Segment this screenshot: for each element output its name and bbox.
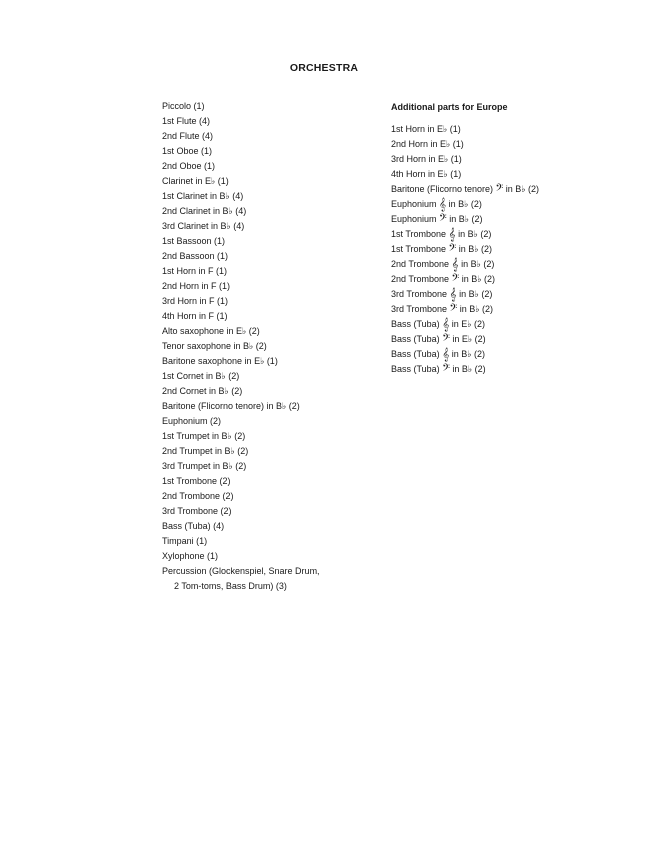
europe-part-item xyxy=(391,137,591,152)
part-item: Piccolo (1) xyxy=(162,101,205,111)
europe-part-suffix: in B♭ (2) xyxy=(458,259,495,269)
treble-clef-icon: 𝄞 xyxy=(442,317,450,331)
bass-clef-icon: 𝄢 xyxy=(442,332,450,346)
europe-part-name: Bass (Tuba) xyxy=(391,349,443,359)
percussion-line-1: Percussion (Glockenspiel, Snare Drum, xyxy=(162,566,320,576)
europe-part-name: 3rd Trombone xyxy=(391,304,450,314)
percussion-part xyxy=(162,564,362,594)
europe-part-suffix: in B♭ (2) xyxy=(459,274,496,284)
europe-part-item xyxy=(391,332,591,347)
bass-clef-icon: 𝄢 xyxy=(495,182,504,196)
percussion-line-2: 2 Tom-toms, Bass Drum) (3) xyxy=(174,581,287,591)
part-item: 2nd Oboe (1) xyxy=(162,161,216,171)
part-item: Tenor saxophone in B♭ (2) xyxy=(162,341,267,351)
europe-part-name: 3rd Horn in E♭ (1) xyxy=(391,154,462,164)
europe-part-suffix: in B♭ (2) xyxy=(503,184,540,194)
europe-part-name: 2nd Trombone xyxy=(391,274,452,284)
europe-part-name: Bass (Tuba) xyxy=(391,319,443,329)
europe-part-name: 2nd Horn in E♭ (1) xyxy=(391,139,464,149)
part-item: 2nd Bassoon (1) xyxy=(162,251,229,261)
part-item: 2nd Clarinet in B♭ (4) xyxy=(162,206,247,216)
europe-part-item xyxy=(391,227,591,242)
europe-parts-list xyxy=(391,100,591,377)
part-item: Euphonium (2) xyxy=(162,416,222,426)
europe-part-item xyxy=(391,272,591,287)
europe-part-name: 4th Horn in E♭ (1) xyxy=(391,169,462,179)
europe-part-suffix: in B♭ (2) xyxy=(456,289,493,299)
bass-clef-icon: 𝄢 xyxy=(439,212,447,226)
part-item: 1st Cornet in B♭ (2) xyxy=(162,371,240,381)
europe-part-name: 1st Trombone xyxy=(391,229,449,239)
europe-part-name: Euphonium xyxy=(391,199,440,209)
europe-part-item xyxy=(391,362,591,377)
europe-heading: Additional parts for Europe xyxy=(391,102,508,112)
treble-clef-icon: 𝄞 xyxy=(449,287,457,301)
europe-part-name: 3rd Trombone xyxy=(391,289,450,299)
europe-part-item xyxy=(391,317,591,332)
part-item: Alto saxophone in E♭ (2) xyxy=(162,326,260,336)
europe-part-item xyxy=(391,347,591,362)
europe-part-suffix: in B♭ (2) xyxy=(449,349,486,359)
part-item: 2nd Cornet in B♭ (2) xyxy=(162,386,243,396)
part-item: 1st Flute (4) xyxy=(162,116,211,126)
part-item: 1st Bassoon (1) xyxy=(162,236,226,246)
bass-clef-icon: 𝄢 xyxy=(449,302,458,316)
part-item: 1st Trumpet in B♭ (2) xyxy=(162,431,246,441)
page-title: ORCHESTRA xyxy=(289,62,359,74)
europe-part-name: Baritone (Flicorno tenore) xyxy=(391,184,496,194)
europe-parts-container xyxy=(391,122,591,377)
europe-part-item xyxy=(391,182,591,197)
europe-part-name: 2nd Trombone xyxy=(391,259,452,269)
part-item: Baritone saxophone in E♭ (1) xyxy=(162,356,278,366)
part-item: 1st Horn in F (1) xyxy=(162,266,228,276)
part-item: 4th Horn in F (1) xyxy=(162,311,228,321)
orchestra-parts-list xyxy=(162,99,362,594)
part-item: Baritone (Flicorno tenore) in B♭ (2) xyxy=(162,401,300,411)
europe-part-suffix: in B♭ (2) xyxy=(455,229,492,239)
part-item: 3rd Horn in F (1) xyxy=(162,296,229,306)
europe-part-item xyxy=(391,302,591,317)
europe-part-suffix: in E♭ (2) xyxy=(449,319,486,329)
europe-part-suffix: in E♭ (2) xyxy=(449,334,486,344)
europe-part-suffix: in B♭ (2) xyxy=(449,364,486,374)
part-item: Xylophone (1) xyxy=(162,551,219,561)
europe-part-suffix: in B♭ (2) xyxy=(446,199,482,209)
europe-part-suffix: in B♭ (2) xyxy=(456,244,493,254)
treble-clef-icon: 𝄞 xyxy=(451,257,459,271)
europe-part-name: Bass (Tuba) xyxy=(391,334,443,344)
treble-clef-icon: 𝄞 xyxy=(448,227,456,241)
part-item: 2nd Trombone (2) xyxy=(162,491,234,501)
europe-part-suffix: in B♭ (2) xyxy=(446,214,483,224)
europe-part-name: 1st Trombone xyxy=(391,244,449,254)
part-item: 2nd Horn in F (1) xyxy=(162,281,231,291)
europe-part-item xyxy=(391,257,591,272)
europe-part-item xyxy=(391,212,591,227)
treble-clef-icon: 𝄞 xyxy=(442,347,450,361)
bass-clef-icon: 𝄢 xyxy=(451,272,460,286)
part-item: 2nd Trumpet in B♭ (2) xyxy=(162,446,249,456)
europe-part-name: Euphonium xyxy=(391,214,440,224)
europe-part-item xyxy=(391,242,591,257)
europe-part-name: Bass (Tuba) xyxy=(391,364,443,374)
part-item: 3rd Trumpet in B♭ (2) xyxy=(162,461,247,471)
part-item: Bass (Tuba) (4) xyxy=(162,521,225,531)
part-item: 1st Oboe (1) xyxy=(162,146,213,156)
europe-part-item xyxy=(391,167,591,182)
part-item: 3rd Clarinet in B♭ (4) xyxy=(162,221,245,231)
europe-part-suffix: in B♭ (2) xyxy=(457,304,494,314)
bass-clef-icon: 𝄢 xyxy=(442,362,450,376)
part-item: Clarinet in E♭ (1) xyxy=(162,176,229,186)
part-item: 3rd Trombone (2) xyxy=(162,506,232,516)
europe-part-item xyxy=(391,122,591,137)
europe-part-item xyxy=(391,287,591,302)
part-item: 1st Trombone (2) xyxy=(162,476,231,486)
left-parts-container xyxy=(162,99,362,564)
part-item: Timpani (1) xyxy=(162,536,208,546)
europe-part-item xyxy=(391,197,591,212)
europe-part-item xyxy=(391,152,591,167)
treble-clef-icon: 𝄞 xyxy=(439,197,447,211)
part-item: 2nd Flute (4) xyxy=(162,131,214,141)
part-item: 1st Clarinet in B♭ (4) xyxy=(162,191,244,201)
europe-part-name: 1st Horn in E♭ (1) xyxy=(391,124,461,134)
bass-clef-icon: 𝄢 xyxy=(448,242,457,256)
